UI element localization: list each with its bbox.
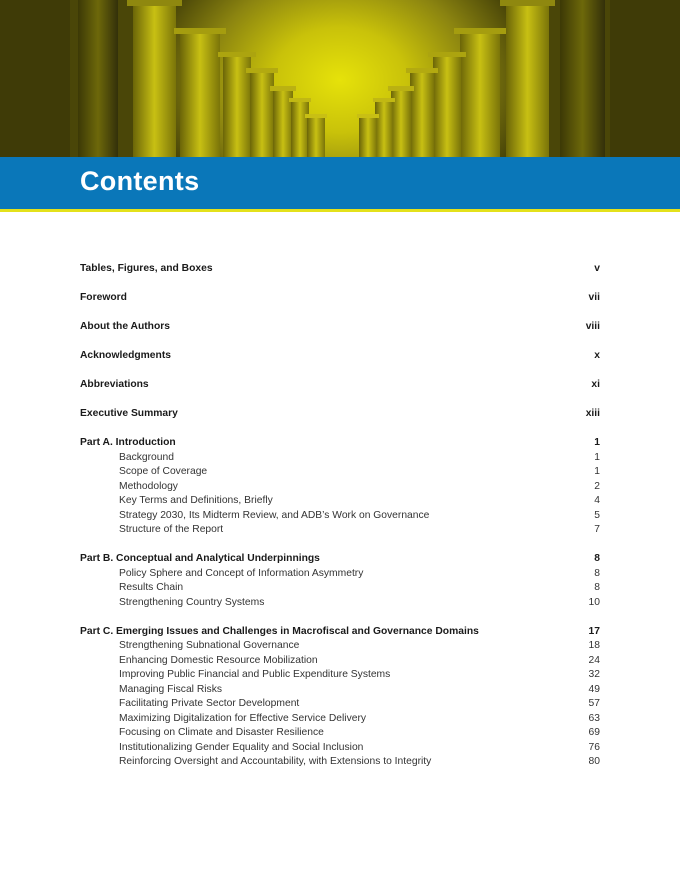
toc-page-number: 18	[588, 640, 600, 651]
toc-page-number: xiii	[585, 408, 600, 419]
toc-section-entry[interactable]	[80, 668, 600, 683]
toc-section-entry[interactable]	[80, 741, 600, 756]
toc-page-number: 8	[594, 567, 600, 579]
toc-front-entry[interactable]	[80, 378, 600, 393]
toc-entry-label: Background	[119, 451, 174, 463]
toc-section-entry[interactable]	[80, 712, 600, 727]
toc-entry-label: Strengthening Subnational Governance	[119, 640, 300, 651]
toc-entry-label: Managing Fiscal Risks	[119, 683, 223, 695]
toc-page-number: 10	[588, 596, 600, 608]
toc-entry-label: About the Authors	[80, 321, 170, 332]
toc-section-entry[interactable]	[80, 596, 600, 611]
toc-entry-label: Part C. Emerging Issues and Challenges in Macrofiscal and Governance Domains	[80, 625, 479, 637]
toc-page-number: 80	[588, 756, 600, 767]
toc-entry-label: Facilitating Private Sector Development	[119, 698, 300, 709]
toc-page-number: vii	[588, 292, 600, 303]
toc-section-entry[interactable]	[80, 494, 600, 509]
toc-front-entry[interactable]	[80, 320, 600, 335]
toc-entry-label: Improving Public Financial and Public Expenditure Systems	[119, 669, 391, 680]
toc-page-number: 1	[594, 451, 600, 463]
toc-entry-label: Strategy 2030, Its Midterm Review, and ADB’s Work on Governance	[119, 509, 430, 521]
toc-entry-label: Part B. Conceptual and Analytical Underpinnings	[80, 553, 320, 564]
toc-front-entry[interactable]	[80, 291, 600, 306]
toc-entry-label: Strengthening Country Systems	[119, 596, 265, 608]
columns-banner	[0, 0, 680, 157]
toc-page-number: v	[594, 263, 600, 274]
toc-front-entry[interactable]	[80, 407, 600, 422]
toc-section-entry[interactable]	[80, 726, 600, 741]
toc-page-number: 5	[594, 509, 600, 521]
toc-page-number: 4	[594, 495, 600, 506]
toc-page-number: 8	[594, 553, 600, 564]
toc-page-number: 17	[588, 625, 600, 637]
toc-page-number: 76	[588, 741, 600, 753]
toc-entry-label: Results Chain	[119, 582, 184, 593]
columns-illustration	[0, 0, 680, 157]
toc-page-number: viii	[585, 321, 600, 332]
toc-page-number: 69	[588, 727, 600, 738]
toc-section-entry[interactable]	[80, 451, 600, 466]
toc-section-entry[interactable]	[80, 697, 600, 712]
toc-front-entry[interactable]	[80, 349, 600, 364]
toc-section-entry[interactable]	[80, 465, 600, 480]
toc-entry-label: Institutionalizing Gender Equality and Social Inclusion	[119, 741, 364, 753]
toc-entry-label: Executive Summary	[80, 408, 178, 419]
toc-entry-label: Part A. Introduction	[80, 437, 176, 448]
toc-section-entry[interactable]	[80, 509, 600, 524]
toc-page-number: 63	[588, 712, 600, 724]
toc-entry-label: Tables, Figures, and Boxes	[80, 263, 213, 274]
toc-entry-label: Scope of Coverage	[119, 466, 208, 477]
toc-entry-label: Maximizing Digitalization for Effective Service Delivery	[119, 712, 367, 724]
toc-entry-label: Enhancing Domestic Resource Mobilization	[119, 654, 318, 666]
toc-entry-label: Reinforcing Oversight and Accountability, with Extensions to Integrity	[119, 756, 432, 767]
toc-section-entry[interactable]	[80, 639, 600, 654]
toc-section-entry[interactable]	[80, 581, 600, 596]
toc-entry-label: Structure of the Report	[119, 524, 224, 535]
toc-section-entry[interactable]	[80, 654, 600, 669]
toc-entry-label: Focusing on Climate and Disaster Resilience	[119, 727, 324, 738]
toc-entry-label: Key Terms and Definitions, Briefly	[119, 495, 273, 506]
toc-entry-label: Foreword	[80, 292, 127, 303]
toc-part-heading[interactable]	[80, 625, 600, 640]
toc-page-number: 49	[588, 683, 600, 695]
toc-entry-label: Policy Sphere and Concept of Information Asymmetry	[119, 567, 364, 579]
toc-section-entry[interactable]	[80, 683, 600, 698]
title-underline-stripe	[0, 209, 680, 212]
toc-part-heading[interactable]	[80, 436, 600, 451]
toc-page-number: 8	[594, 582, 600, 593]
title-bar	[0, 157, 680, 209]
toc-entry-label: Methodology	[119, 480, 178, 492]
toc-part-heading[interactable]	[80, 552, 600, 567]
toc-page-number: 24	[588, 654, 600, 666]
page-title: Contents	[80, 166, 200, 196]
toc-page-number: 57	[588, 698, 600, 709]
toc-page-number: 7	[594, 524, 600, 535]
toc-page-number: 2	[594, 480, 600, 492]
toc-section-entry[interactable]	[80, 755, 600, 770]
toc-entry-label: Abbreviations	[80, 379, 149, 390]
toc-page-number: 32	[588, 669, 600, 680]
toc-page-number: x	[594, 350, 600, 361]
toc-section-entry[interactable]	[80, 567, 600, 582]
toc-page-number: xi	[591, 379, 600, 390]
toc-page-number: 1	[594, 466, 600, 477]
toc-section-entry[interactable]	[80, 480, 600, 495]
table-of-contents	[80, 262, 600, 784]
toc-section-entry[interactable]	[80, 523, 600, 538]
toc-entry-label: Acknowledgments	[80, 350, 171, 361]
toc-front-entry[interactable]	[80, 262, 600, 277]
toc-page-number: 1	[594, 437, 600, 448]
